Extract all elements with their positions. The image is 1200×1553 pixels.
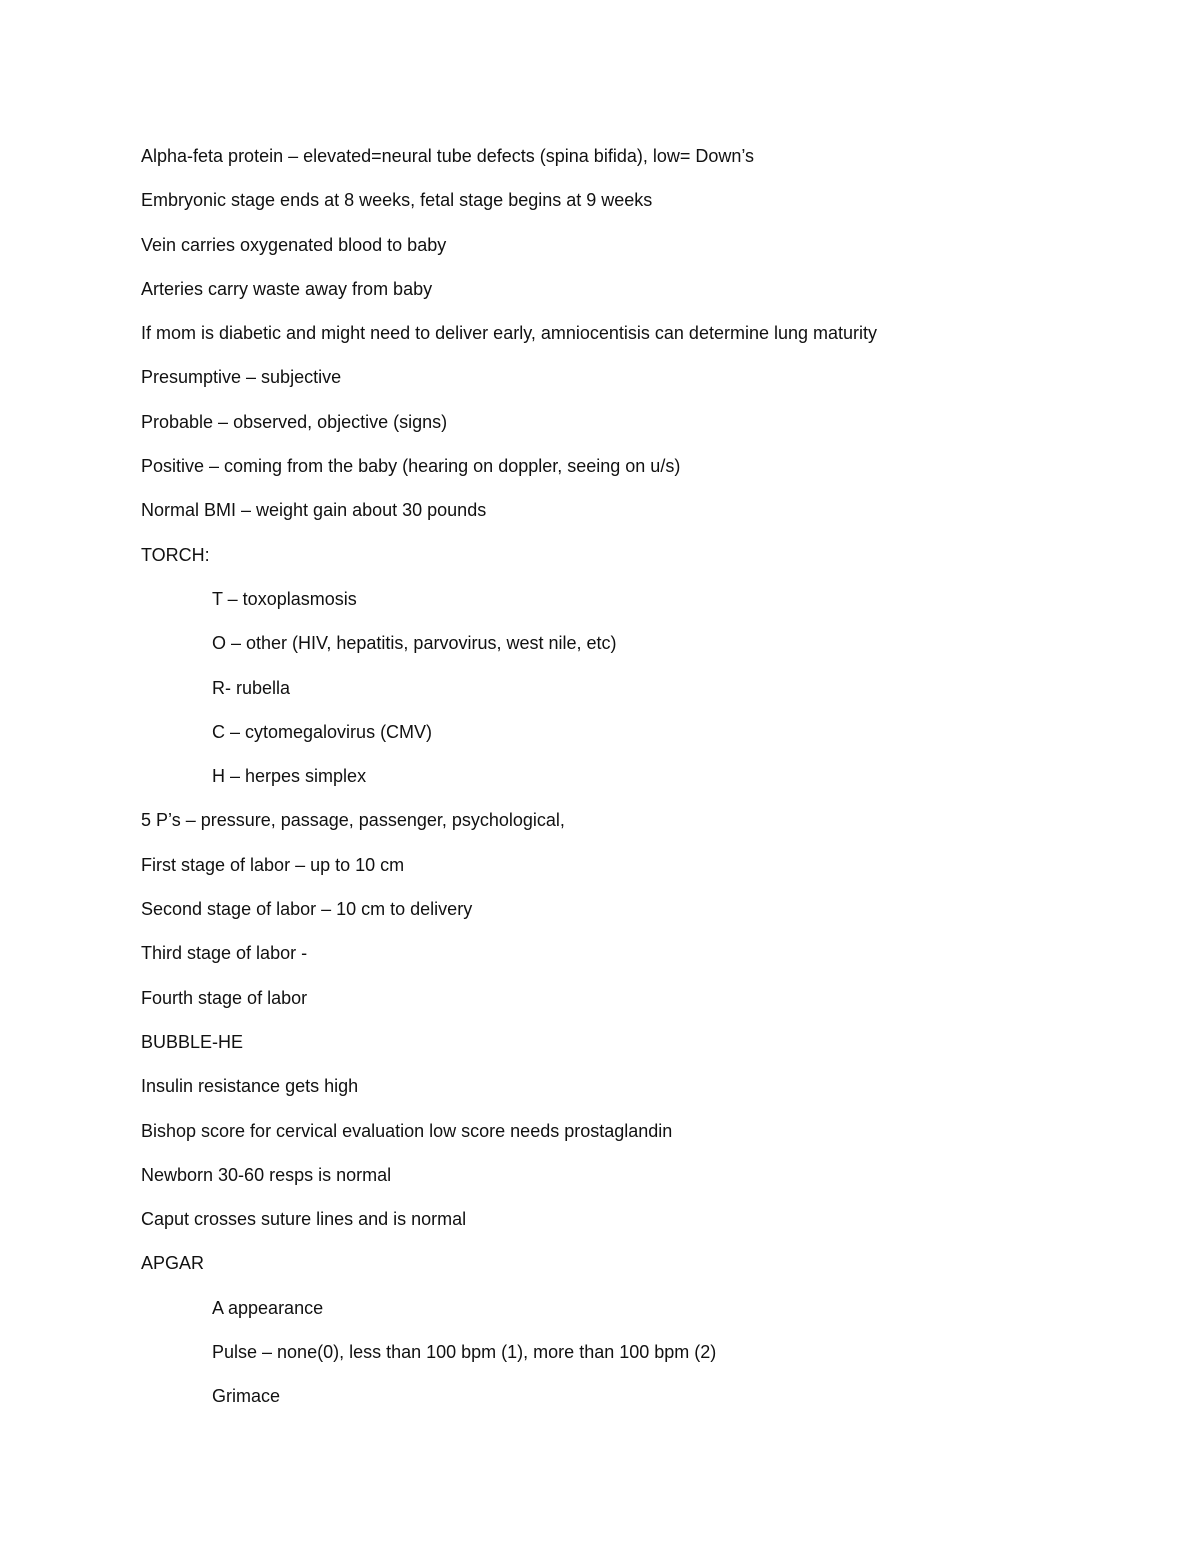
note-line-third-stage: Third stage of labor - — [141, 943, 308, 964]
note-line-diabetic-mom: If mom is diabetic and might need to deliver early, amniocentisis can determine lung maturity — [141, 323, 878, 344]
note-line-probable: Probable – observed, objective (signs) — [141, 411, 448, 432]
apgar-item-grimace: Grimace — [212, 1386, 281, 1407]
note-line-normal-bmi: Normal BMI – weight gain about 30 pounds — [141, 500, 487, 521]
note-line-second-stage: Second stage of labor – 10 cm to delivery — [141, 899, 473, 920]
torch-item-h: H – herpes simplex — [212, 766, 367, 787]
note-line-embryonic-stage: Embryonic stage ends at 8 weeks, fetal stage begins at 9 weeks — [141, 190, 653, 211]
note-line-bishop-score: Bishop score for cervical evaluation low score needs prostaglandin — [141, 1120, 673, 1141]
torch-item-c: C – cytomegalovirus (CMV) — [212, 721, 433, 742]
note-heading-torch: TORCH: — [141, 544, 210, 565]
note-line-arteries: Arteries carry waste away from baby — [141, 278, 433, 299]
apgar-item-appearance: A appearance — [212, 1297, 324, 1318]
note-line-alpha-feta-protein: Alpha-feta protein – elevated=neural tube defects (spina bifida), low= Down’s — [141, 146, 755, 166]
note-line-newborn-resps: Newborn 30-60 resps is normal — [141, 1164, 392, 1185]
note-line-caput: Caput crosses suture lines and is normal — [141, 1209, 467, 1230]
torch-item-r: R- rubella — [212, 677, 291, 698]
note-line-insulin-resistance: Insulin resistance gets high — [141, 1076, 359, 1097]
note-line-vein: Vein carries oxygenated blood to baby — [141, 234, 447, 255]
notes-body — [141, 141, 1141, 1426]
apgar-item-pulse: Pulse – none(0), less than 100 bpm (1), more than 100 bpm (2) — [212, 1342, 717, 1363]
note-line-positive: Positive – coming from the baby (hearing on doppler, seeing on u/s) — [141, 456, 681, 477]
note-line-five-ps: 5 P’s – pressure, passage, passenger, psychological, — [141, 810, 565, 831]
note-line-bubble-he: BUBBLE-HE — [141, 1031, 244, 1052]
torch-item-t: T – toxoplasmosis — [212, 588, 357, 609]
note-heading-apgar: APGAR — [141, 1253, 205, 1274]
torch-item-o: O – other (HIV, hepatitis, parvovirus, west nile, etc) — [212, 633, 617, 654]
note-line-presumptive: Presumptive – subjective — [141, 367, 342, 388]
note-line-fourth-stage: Fourth stage of labor — [141, 987, 308, 1008]
note-line-first-stage: First stage of labor – up to 10 cm — [141, 854, 405, 875]
